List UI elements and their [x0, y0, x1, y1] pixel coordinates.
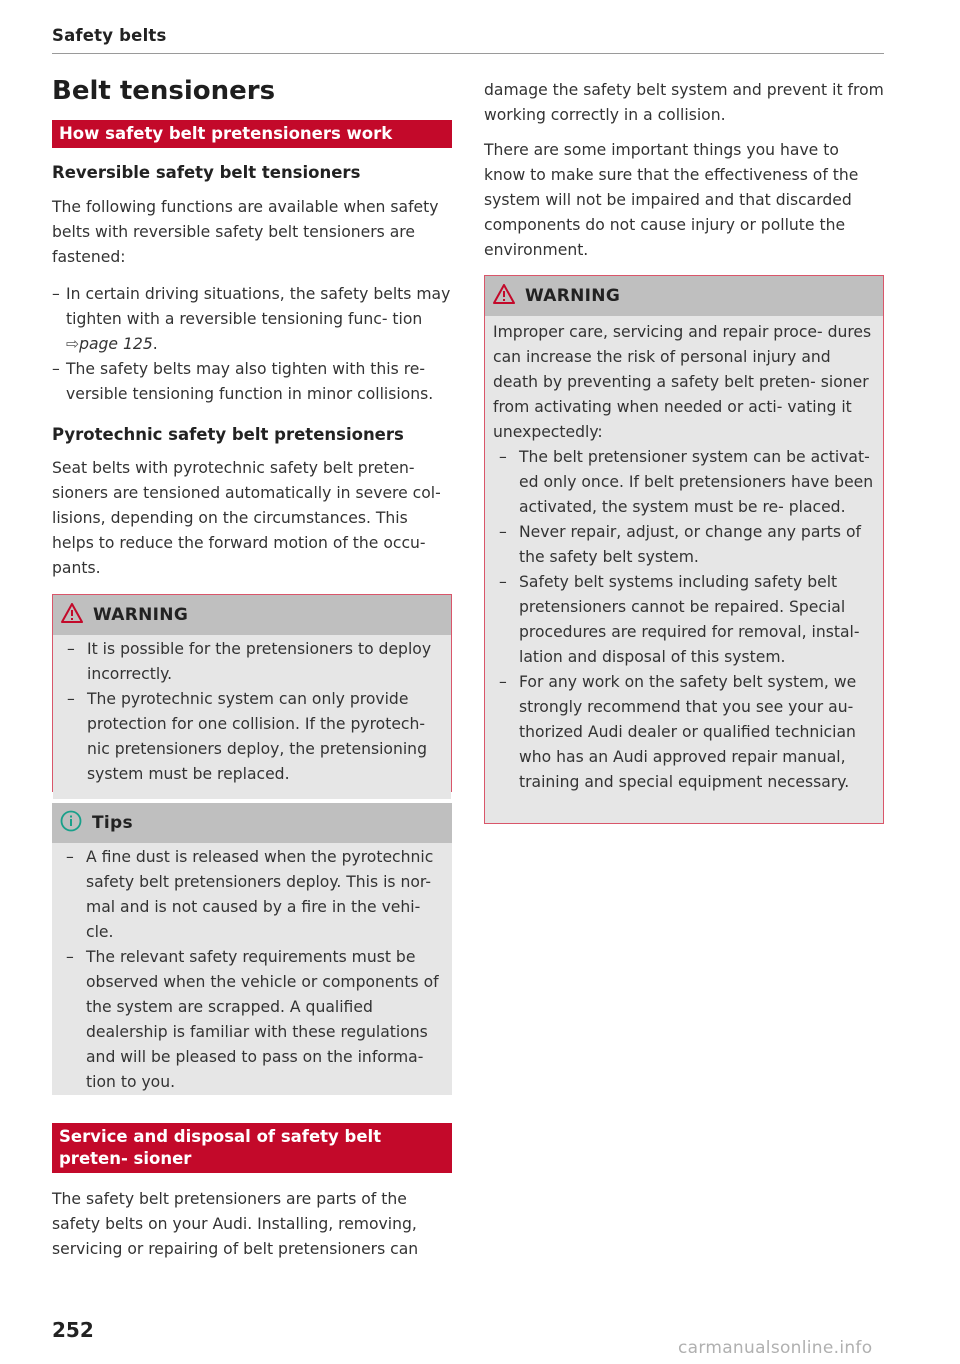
warning-triangle-icon [493, 284, 515, 309]
tips-label: Tips [92, 813, 133, 833]
warning-label: WARNING [93, 605, 189, 625]
page-title: Belt tensioners [52, 76, 276, 106]
warning-intro: Improper care, servicing and repair proce- dures can increase the risk of personal injury and death by preventing a safety belt preten- sioner from activating when needed or acti- vating it unexpectedly: [493, 323, 872, 441]
running-header: Safety belts [52, 26, 167, 45]
subheading-reversible: Reversible safety belt tensioners [52, 163, 361, 182]
list-item: – A fine dust is released when the pyrotechnic safety belt pretensioners deploy. This is nor- mal and is not caused by a fire in the vehi- cle. [66, 845, 444, 945]
paragraph-service-disposal: The safety belt pretensioners are parts of the safety belts on your Audi. Installing, removing, servicing or repairing of belt pretensioners can [52, 1190, 419, 1258]
section-bar-how-pretensioners-work: How safety belt pretensioners work [52, 120, 452, 148]
list-item: – The pyrotechnic system can only provide protection for one collision. If the pyrotech- nic pretensioners deploy, the pretensioning system must be replaced. [67, 687, 443, 787]
section-bar-service-disposal: Service and disposal of safety belt preten- sioner [52, 1123, 452, 1173]
paragraph-pyrotechnic: Seat belts with pyrotechnic safety belt preten- sioners are tensioned automatically in severe col- lisions, depending on the circumstances. This helps to reduce the forward motion of the occu- pants. [52, 459, 441, 577]
paragraph-important-things: There are some important things you have to know to make sure that the effectiveness of the system will not be impaired and that discarded components do not cause injury or pollute the environment. [484, 141, 859, 259]
list-item: – The belt pretensioner system can be activat- ed only once. If belt pretensioners have been activated, the system must be re- placed. [499, 445, 875, 520]
info-circle-icon [60, 810, 82, 837]
reversible-function-list [52, 282, 452, 407]
tips-box-body [52, 843, 452, 1101]
watermark: carmanualsonline.info [678, 1338, 873, 1358]
warning-box-header [53, 595, 451, 635]
list-item: – Safety belt systems including safety belt pretensioners cannot be repaired. Special procedures are required for removal, instal- lation and disposal of this system. [499, 570, 875, 670]
list-item: – In certain driving situations, the safety belts may tighten with a reversible tensioning func- tion ⇨page 125. [52, 282, 452, 357]
warning-list [61, 637, 443, 787]
tips-box [52, 803, 452, 1095]
warning-label: WARNING [525, 286, 621, 306]
warning-box-body [485, 316, 883, 823]
list-item: – The safety belts may also tighten with this re- versible tensioning function in minor collisions. [52, 357, 452, 407]
subheading-pyrotechnic: Pyrotechnic safety belt pretensioners [52, 425, 404, 444]
tips-box-header [52, 803, 452, 843]
warning-box-pretensioners [52, 594, 452, 792]
page-number: 252 [52, 1318, 94, 1342]
warning-box-header [485, 276, 883, 316]
paragraph-continued: damage the safety belt system and prevent it from working correctly in a collision. [484, 81, 884, 124]
header-rule [52, 53, 884, 54]
list-item: – For any work on the safety belt system, we strongly recommend that you see your au- thorized Audi dealer or qualified technician who has an Audi approved repair manual, training and special equipment necessary. [499, 670, 875, 795]
page-reference-link[interactable]: page 125 [79, 335, 153, 353]
list-item: – Never repair, adjust, or change any parts of the safety belt system. [499, 520, 875, 570]
warning-box-service [484, 275, 884, 824]
paragraph-reversible-intro: The following functions are available when safety belts with reversible safety belt tensioners are fastened: [52, 198, 439, 266]
warning-list [493, 445, 875, 795]
warning-box-body [53, 635, 451, 799]
warning-triangle-icon [61, 603, 83, 628]
list-item: – It is possible for the pretensioners to deploy incorrectly. [67, 637, 443, 687]
tips-list [60, 845, 444, 1095]
list-item: – The relevant safety requirements must be observed when the vehicle or components of the system are scrapped. A qualified dealership is familiar with these regulations and will be pleased to pass on the informa- tion to you. [66, 945, 444, 1095]
cross-reference-arrow-icon: ⇨ [66, 335, 80, 353]
